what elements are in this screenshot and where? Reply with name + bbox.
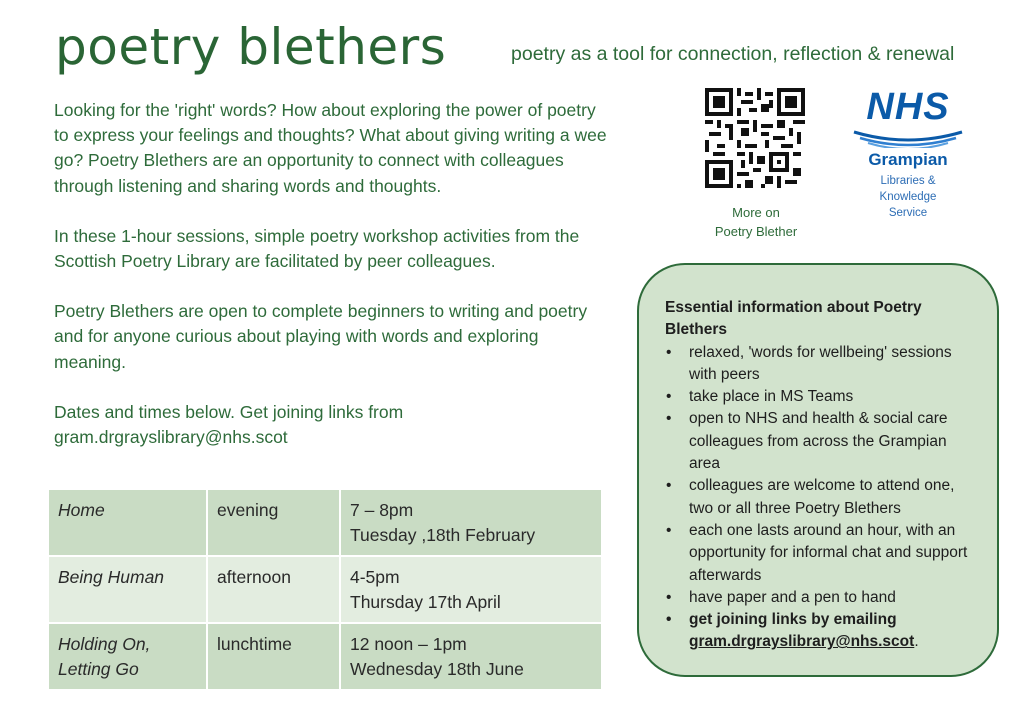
final-period: . (914, 633, 919, 651)
service-name-line: Libraries & (880, 175, 936, 187)
session-time-of-day: evening (207, 489, 340, 556)
table-row (48, 556, 602, 623)
qr-caption-line: More on (732, 205, 780, 220)
session-date: Wednesday 18th June (350, 659, 524, 679)
table-row (48, 489, 602, 556)
email-link[interactable]: gram.drgrayslibrary@nhs.scot (689, 633, 915, 651)
sessions-table (47, 488, 603, 691)
intro-paragraph: Looking for the 'right' words? How about exploring the power of poetry to express your feelings and thoughts? What about giving writing a wee go? Poetry Blethers are an opportunity to connect with colleagues through listening and sharing words and thoughts. (54, 100, 607, 196)
list-item: • take place in MS Teams (689, 386, 979, 408)
intro-paragraph: Poetry Blethers are open to complete beginners to writing and poetry and for anyone curious about playing with words and exploring meaning. (54, 301, 588, 372)
session-date: Thursday 17th April (350, 592, 501, 612)
table-row (48, 623, 602, 690)
qr-code[interactable] (705, 88, 805, 188)
session-date: Tuesday ,18th February (350, 525, 536, 545)
session-datetime (340, 623, 602, 690)
session-name: Being Human (48, 556, 207, 623)
session-time: 12 noon – 1pm (350, 634, 467, 654)
session-time-of-day: lunchtime (207, 623, 340, 690)
service-name-line: Service (888, 207, 928, 219)
list-item: • have paper and a pen to hand (689, 587, 979, 609)
wave-icon (852, 126, 964, 148)
session-name-line: Letting Go (58, 659, 139, 679)
session-time-of-day: afternoon (207, 556, 340, 623)
qr-caption (695, 203, 817, 241)
session-datetime (340, 556, 602, 623)
page-title: poetry blethers (55, 18, 447, 76)
session-time: 4-5pm (350, 567, 400, 587)
joining-links-text: get joining links by emailing (689, 611, 897, 629)
list-item: • colleagues are welcome to attend one, two or all three Poetry Blethers (689, 475, 979, 520)
session-time: 7 – 8pm (350, 500, 414, 520)
session-name (48, 623, 207, 690)
tagline: poetry as a tool for connection, reflection & renewal (511, 43, 955, 65)
info-box (637, 263, 999, 677)
nhs-wordmark: NHS (866, 86, 950, 128)
list-item: • each one lasts around an hour, with an opportunity for informal chat and support afterwards (689, 520, 979, 587)
intro-paragraph: In these 1-hour sessions, simple poetry workshop activities from the Scottish Poetry Library are facilitated by peer colleagues. (54, 225, 580, 272)
nhs-grampian-logo (852, 88, 964, 221)
service-name-line: Knowledge (879, 191, 937, 203)
qr-caption-line: Poetry Blether (714, 224, 798, 239)
session-name: Home (48, 489, 207, 556)
list-item: • open to NHS and health & social care colleagues from across the Grampian area (689, 408, 979, 475)
session-datetime (340, 489, 602, 556)
intro-text (54, 98, 614, 450)
session-name-line: Holding On, (58, 634, 151, 654)
info-heading: Essential information about Poetry Blethers (665, 299, 922, 339)
info-list (665, 342, 979, 654)
list-item: • relaxed, 'words for wellbeing' sessions with peers (689, 342, 979, 387)
list-item (689, 609, 979, 654)
region-name: Grampian (868, 150, 948, 169)
intro-paragraph: Dates and times below. Get joining links from gram.drgrayslibrary@nhs.scot (54, 401, 404, 448)
service-name (852, 173, 964, 221)
